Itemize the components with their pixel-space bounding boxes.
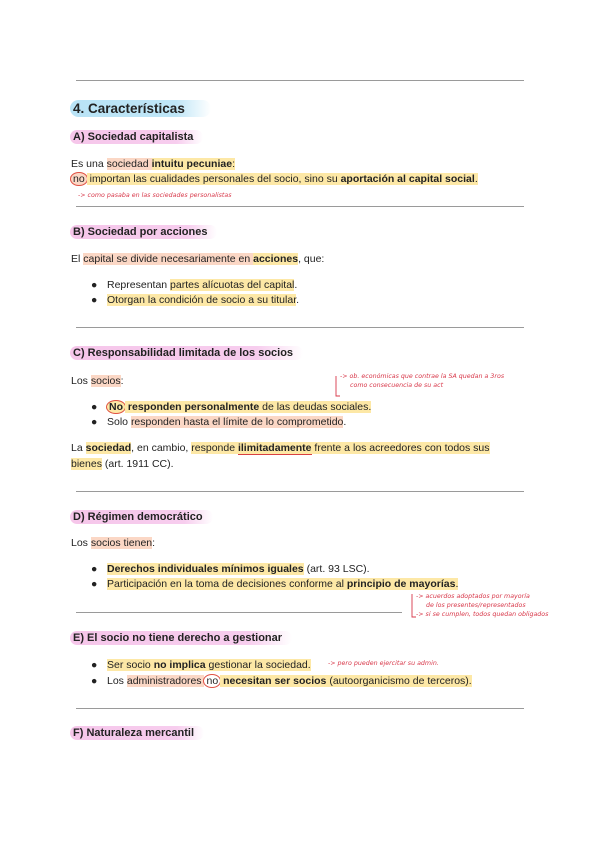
section-b-line-1: El capital se divide necesariamente en acciones, que: — [71, 253, 325, 265]
section-d-heading: D) Régimen democrático — [70, 511, 213, 523]
divider-e — [76, 708, 524, 709]
section-c-item-1: No responden personalmente de las deudas sociales. — [107, 400, 371, 414]
bullet-d-1: ● — [91, 563, 98, 575]
divider-d — [76, 612, 402, 613]
section-c-item-2: Solo responden hasta el límite de lo comprometido. — [107, 416, 347, 428]
bullet-b-2: ● — [91, 294, 98, 306]
handwritten-note-d: -> acuerdos adoptados por mayoría de los presentes/representados -> si se cumplen, todos quedan obligados — [416, 593, 549, 618]
bullet-c-1: ● — [91, 401, 98, 413]
section-c-paragraph-2: bienes (art. 1911 CC). — [71, 458, 174, 470]
bullet-d-2: ● — [91, 578, 98, 590]
bullet-c-2: ● — [91, 416, 98, 428]
section-f-heading: F) Naturaleza mercantil — [70, 727, 204, 739]
section-e-item-2: Los administradores no necesitan ser socios (autoorganicismo de terceros). — [107, 675, 472, 687]
section-c-paragraph-1: La sociedad, en cambio, responde ilimitadamente frente a los acreedores con todos sus — [71, 442, 490, 454]
handwritten-note-a: -> como pasaba en las sociedades personalistas — [78, 192, 232, 199]
section-b-item-2: Otorgan la condición de socio a su titular. — [107, 294, 300, 306]
circled-no: no — [70, 172, 88, 186]
handwritten-note-c: -> ob. económicas que contrae la SA quedan a 3ros como consecuencia de su act — [340, 373, 505, 389]
circled-no: no — [203, 674, 221, 688]
section-d-item-1: Derechos individuales mínimos iguales (art. 93 LSC). — [107, 563, 370, 575]
section-a-line-1: Es una sociedad intuitu pecuniae: — [71, 158, 235, 170]
section-d-item-2: Participación en la toma de decisiones conforme al principio de mayorías. — [107, 578, 459, 590]
divider-c — [76, 491, 524, 492]
section-e-heading: E) El socio no tiene derecho a gestionar — [70, 632, 292, 644]
section-a-line-2: no importan las cualidades personales del socio, sino su aportación al capital social. — [71, 172, 478, 186]
section-a-heading: A) Sociedad capitalista — [70, 131, 203, 143]
section-e-item-1: Ser socio no implica gestionar la sociedad. — [107, 659, 311, 671]
divider-b — [76, 327, 524, 328]
handwritten-note-e: -> pero pueden ejercitar su admin. — [328, 660, 439, 667]
divider-top — [76, 80, 524, 81]
divider-a — [76, 206, 524, 207]
section-c-heading: C) Responsabilidad limitada de los socios — [70, 347, 303, 359]
bullet-e-1: ● — [91, 659, 98, 671]
section-b-heading: B) Sociedad por acciones — [70, 226, 217, 238]
section-b-item-1: Representan partes alícuotas del capital. — [107, 279, 298, 291]
section-c-line-1: Los socios: — [71, 375, 124, 387]
bullet-e-2: ● — [91, 675, 98, 687]
circled-no: No — [106, 400, 126, 414]
page-title: 4. Características — [70, 100, 211, 117]
bullet-b-1: ● — [91, 279, 98, 291]
section-d-line-1: Los socios tienen: — [71, 537, 156, 549]
